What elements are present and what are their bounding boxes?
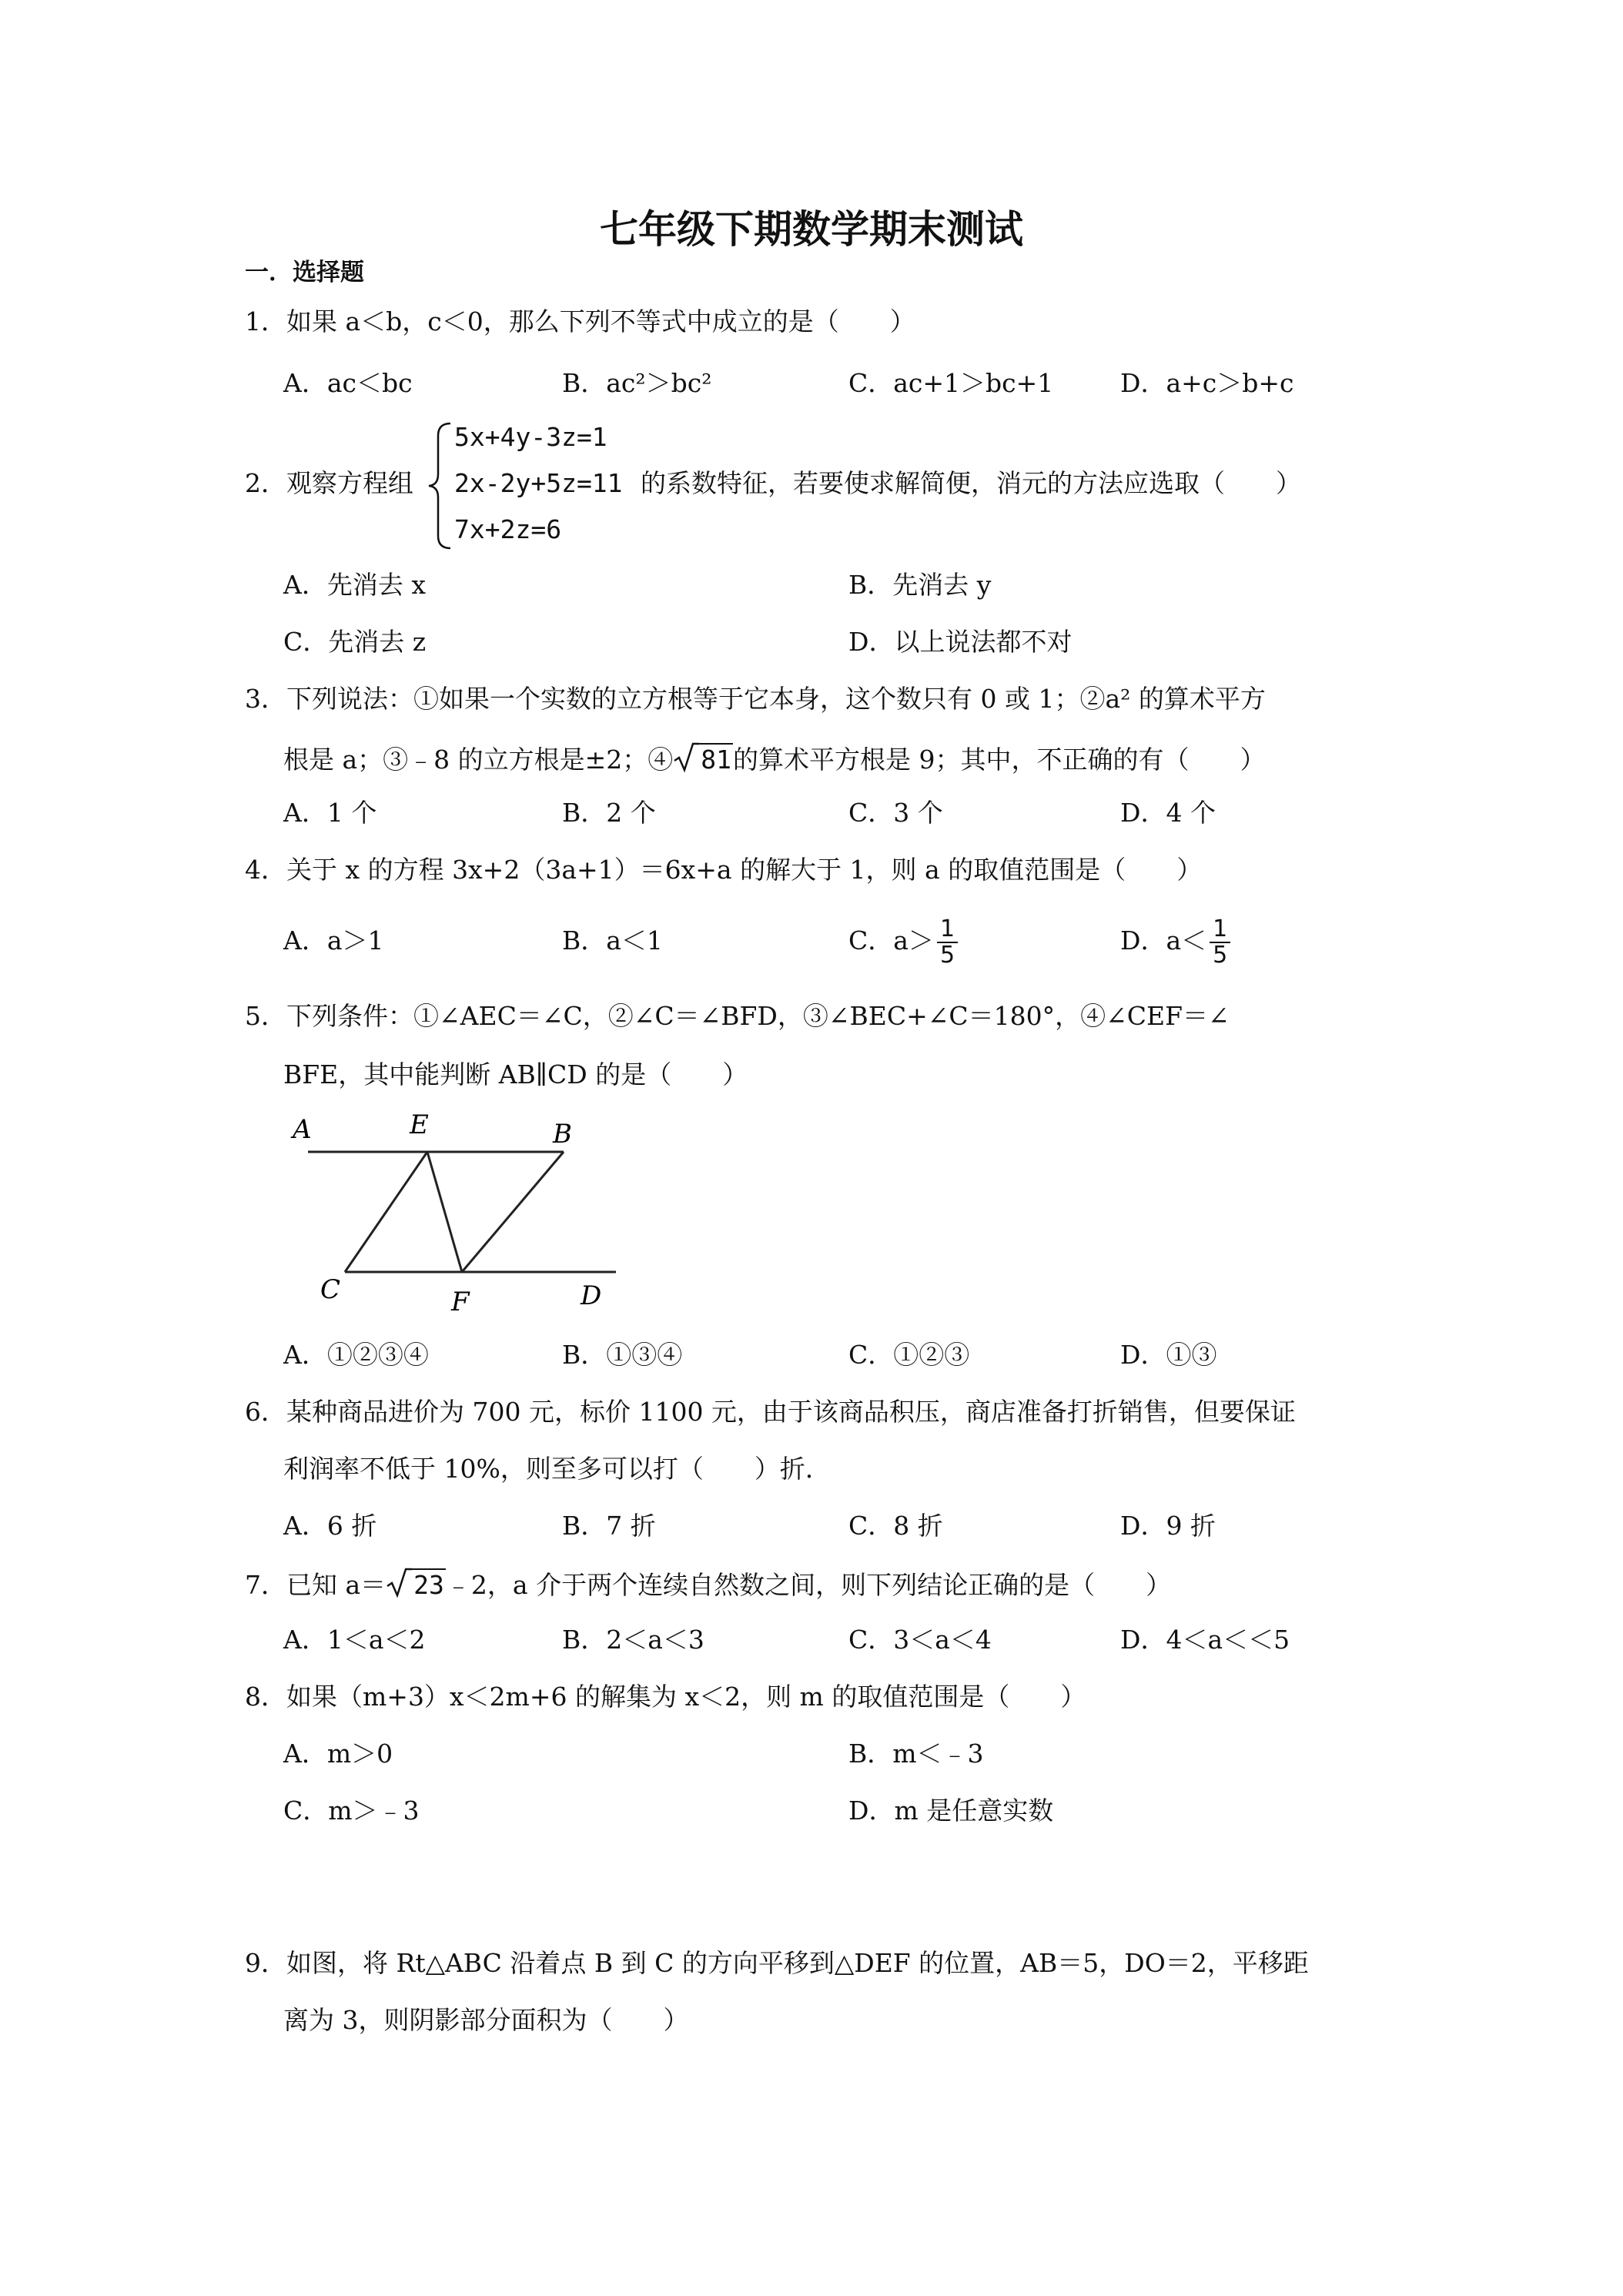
- system-equation-3: 7x+2z=6: [454, 514, 562, 544]
- q7-text-a: 7．已知 a＝: [245, 1570, 387, 1600]
- fraction-numerator: 1: [1210, 917, 1230, 943]
- q7-option-d[interactable]: D．4＜a＜＜5: [1120, 1625, 1290, 1655]
- question-3-line-2: [283, 742, 1266, 775]
- q7-option-a[interactable]: A．1＜a＜2: [283, 1625, 426, 1655]
- question-3-line-1: 3．下列说法：①如果一个实数的立方根等于它本身，这个数只有 0 或 1；②a² 的算术平方: [245, 684, 1266, 714]
- fraction-denominator: 5: [939, 942, 955, 969]
- question-6-line-2: 利润率不低于 10%，则至多可以打（ ）折．: [283, 1454, 831, 1484]
- q2-option-a[interactable]: A．先消去 x: [283, 570, 426, 600]
- question-8-stem: 8．如果（m+3）x＜2m+6 的解集为 x＜2，则 m 的取值范围是（ ）: [245, 1682, 1086, 1712]
- q2-option-b[interactable]: B．先消去 y: [848, 570, 992, 600]
- page-title: 七年级下期数学期末测试: [600, 207, 1023, 252]
- q2-option-d[interactable]: D．以上说法都不对: [848, 627, 1073, 657]
- question-9-line-2: 离为 3，则阴影部分面积为（ ）: [283, 2005, 689, 2035]
- q3-sqrt: [673, 742, 733, 775]
- q3-option-b[interactable]: B．2 个: [562, 798, 656, 828]
- radical-sign-icon: [673, 742, 699, 775]
- q7-sqrt: [386, 1568, 446, 1601]
- q5-option-a[interactable]: A．①②③④: [283, 1340, 429, 1370]
- label-b: B: [553, 1119, 572, 1150]
- q1-option-d[interactable]: D．a+c＞b+c: [1120, 368, 1294, 398]
- q5-option-c[interactable]: C．①②③: [848, 1340, 970, 1370]
- question-2-prefix: 2．观察方程组: [245, 468, 413, 498]
- q3-text-b: 的算术平方根是 9；其中，不正确的有（ ）: [733, 745, 1266, 775]
- label-d: D: [581, 1280, 602, 1311]
- q1-option-a[interactable]: A．ac＜bc: [283, 368, 413, 398]
- q4-option-d-label: D．a＜: [1120, 925, 1207, 956]
- segment-ec: [345, 1152, 427, 1272]
- label-c: C: [320, 1274, 341, 1305]
- question-7-stem: [245, 1568, 1171, 1601]
- system-equation-1: 5x+4y-3z=1: [454, 422, 607, 452]
- system-brace: [427, 420, 453, 551]
- fraction-denominator: 5: [1213, 942, 1228, 969]
- q8-option-d[interactable]: D．m 是任意实数: [848, 1796, 1054, 1826]
- q4-option-c-label: C．a＞: [848, 925, 934, 956]
- label-a: A: [293, 1114, 312, 1145]
- segment-bf: [462, 1152, 564, 1272]
- system-equation-2: 2x-2y+5z=11: [454, 468, 623, 498]
- q8-option-c[interactable]: C．m＞﹣3: [283, 1796, 420, 1826]
- question-4-stem: 4．关于 x 的方程 3x+2（3a+1）＝6x+a 的解大于 1，则 a 的取值范围是（ ）: [245, 855, 1203, 885]
- q7-option-c[interactable]: C．3＜a＜4: [848, 1625, 992, 1655]
- q3-option-c[interactable]: C．3 个: [848, 798, 943, 828]
- q1-option-b[interactable]: B．ac²＞bc²: [562, 368, 712, 398]
- q6-option-a[interactable]: A．6 折: [283, 1511, 377, 1541]
- question-5-line-2: BFE，其中能判断 AB∥CD 的是（ ）: [283, 1059, 748, 1089]
- q2-option-c[interactable]: C．先消去 z: [283, 627, 427, 657]
- parallel-lines-figure: [277, 1109, 631, 1317]
- question-2-suffix: 的系数特征，若要使求解简便，消元的方法应选取（ ）: [641, 468, 1301, 498]
- segment-ef: [427, 1152, 462, 1272]
- q6-option-b[interactable]: B．7 折: [562, 1511, 656, 1541]
- q5-option-d[interactable]: D．①③: [1120, 1340, 1217, 1370]
- q7-radicand: 23: [413, 1570, 444, 1600]
- question-5-line-1: 5．下列条件：①∠AEC＝∠C，②∠C＝∠BFD，③∠BEC+∠C＝180°，④∠CEF＝∠: [245, 1001, 1230, 1031]
- q6-option-d[interactable]: D．9 折: [1120, 1511, 1216, 1541]
- q4-option-d-fraction: [1210, 917, 1230, 968]
- section-heading: 一．选择题: [245, 259, 364, 286]
- q4-option-b[interactable]: B．a＜1: [562, 925, 663, 956]
- question-6-line-1: 6．某种商品进价为 700 元，标价 1100 元，由于该商品积压，商店准备打折销售，但要保证: [245, 1397, 1296, 1427]
- q5-option-b[interactable]: B．①③④: [562, 1340, 683, 1370]
- q8-option-b[interactable]: B．m＜﹣3: [848, 1739, 984, 1769]
- q6-option-c[interactable]: C．8 折: [848, 1511, 943, 1541]
- fraction-numerator: 1: [937, 917, 958, 943]
- q8-option-a[interactable]: A．m＞0: [283, 1739, 393, 1769]
- question-1-stem: 1．如果 a＜b，c＜0，那么下列不等式中成立的是（ ）: [245, 306, 915, 336]
- label-e: E: [410, 1110, 429, 1140]
- q4-option-c[interactable]: [848, 916, 958, 968]
- label-f: F: [451, 1287, 470, 1317]
- q3-option-d[interactable]: D．4 个: [1120, 798, 1216, 828]
- q3-option-a[interactable]: A．1 个: [283, 798, 377, 828]
- q7-option-b[interactable]: B．2＜a＜3: [562, 1625, 704, 1655]
- q3-text-a: 根是 a；③﹣8 的立方根是±2；④: [283, 745, 674, 775]
- q4-option-a[interactable]: A．a＞1: [283, 925, 384, 956]
- q4-option-d[interactable]: [1120, 916, 1230, 968]
- q3-radicand: 81: [701, 745, 732, 775]
- q7-text-b: ﹣2，a 介于两个连续自然数之间，则下列结论正确的是（ ）: [445, 1570, 1172, 1600]
- radical-sign-icon: [386, 1568, 412, 1600]
- q4-option-c-fraction: [937, 917, 958, 968]
- q1-option-c[interactable]: C．ac+1＞bc+1: [848, 368, 1054, 398]
- question-9-line-1: 9．如图，将 Rt△ABC 沿着点 B 到 C 的方向平移到△DEF 的位置，AB＝5，DO＝2，平移距: [245, 1948, 1309, 1978]
